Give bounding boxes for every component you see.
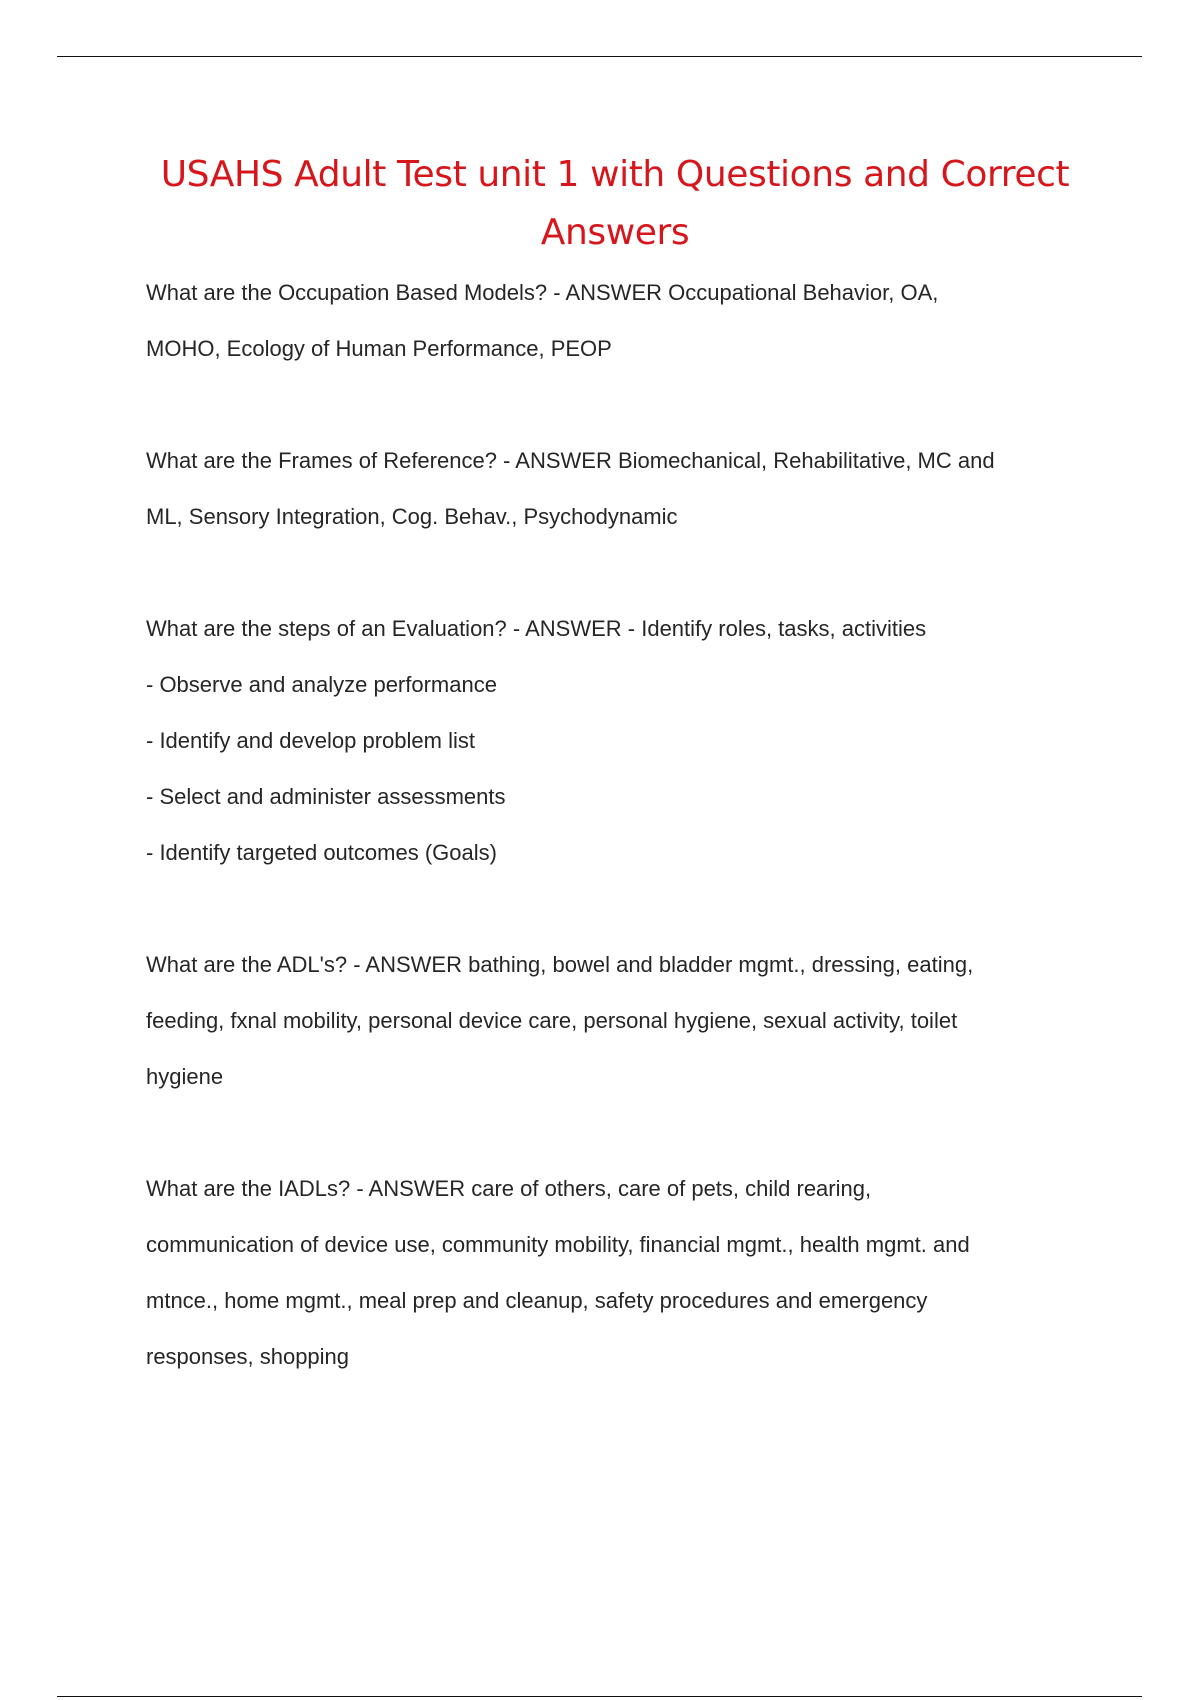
title-line-2: Answers <box>540 212 690 253</box>
qa-item-adls <box>146 937 1096 1105</box>
qa-line: What are the steps of an Evaluation? - ANSWER - Identify roles, tasks, activities <box>146 616 927 641</box>
qa-line: hygiene <box>146 1064 224 1089</box>
qa-line: What are the ADL's? - ANSWER bathing, bowel and bladder mgmt., dressing, eating, <box>146 952 974 977</box>
qa-list <box>146 265 1096 1441</box>
qa-line: mtnce., home mgmt., meal prep and cleanup, safety procedures and emergency <box>146 1288 928 1313</box>
document-title <box>140 146 1090 262</box>
qa-line: - Select and administer assessments <box>146 784 506 809</box>
header-rule <box>57 56 1142 57</box>
qa-line: communication of device use, community mobility, financial mgmt., health mgmt. and <box>146 1232 970 1257</box>
title-line-1: USAHS Adult Test unit 1 with Questions and Correct <box>160 154 1070 195</box>
qa-line: What are the Frames of Reference? - ANSWER Biomechanical, Rehabilitative, MC and <box>146 448 995 473</box>
qa-line: responses, shopping <box>146 1344 350 1369</box>
qa-line: - Observe and analyze performance <box>146 672 497 697</box>
qa-item-iadls <box>146 1161 1096 1385</box>
qa-line: - Identify targeted outcomes (Goals) <box>146 840 497 865</box>
qa-line: What are the Occupation Based Models? - ANSWER Occupational Behavior, OA, <box>146 280 939 305</box>
qa-item-evaluation-steps <box>146 601 1096 881</box>
qa-line: - Identify and develop problem list <box>146 728 475 753</box>
qa-line: MOHO, Ecology of Human Performance, PEOP <box>146 336 612 361</box>
qa-line: feeding, fxnal mobility, personal device care, personal hygiene, sexual activity, toilet <box>146 1008 958 1033</box>
qa-item-occupation-models <box>146 265 1096 377</box>
footer-rule <box>57 1696 1142 1697</box>
qa-line: ML, Sensory Integration, Cog. Behav., Psychodynamic <box>146 504 678 529</box>
qa-item-frames-of-reference <box>146 433 1096 545</box>
qa-line: What are the IADLs? - ANSWER care of others, care of pets, child rearing, <box>146 1176 872 1201</box>
